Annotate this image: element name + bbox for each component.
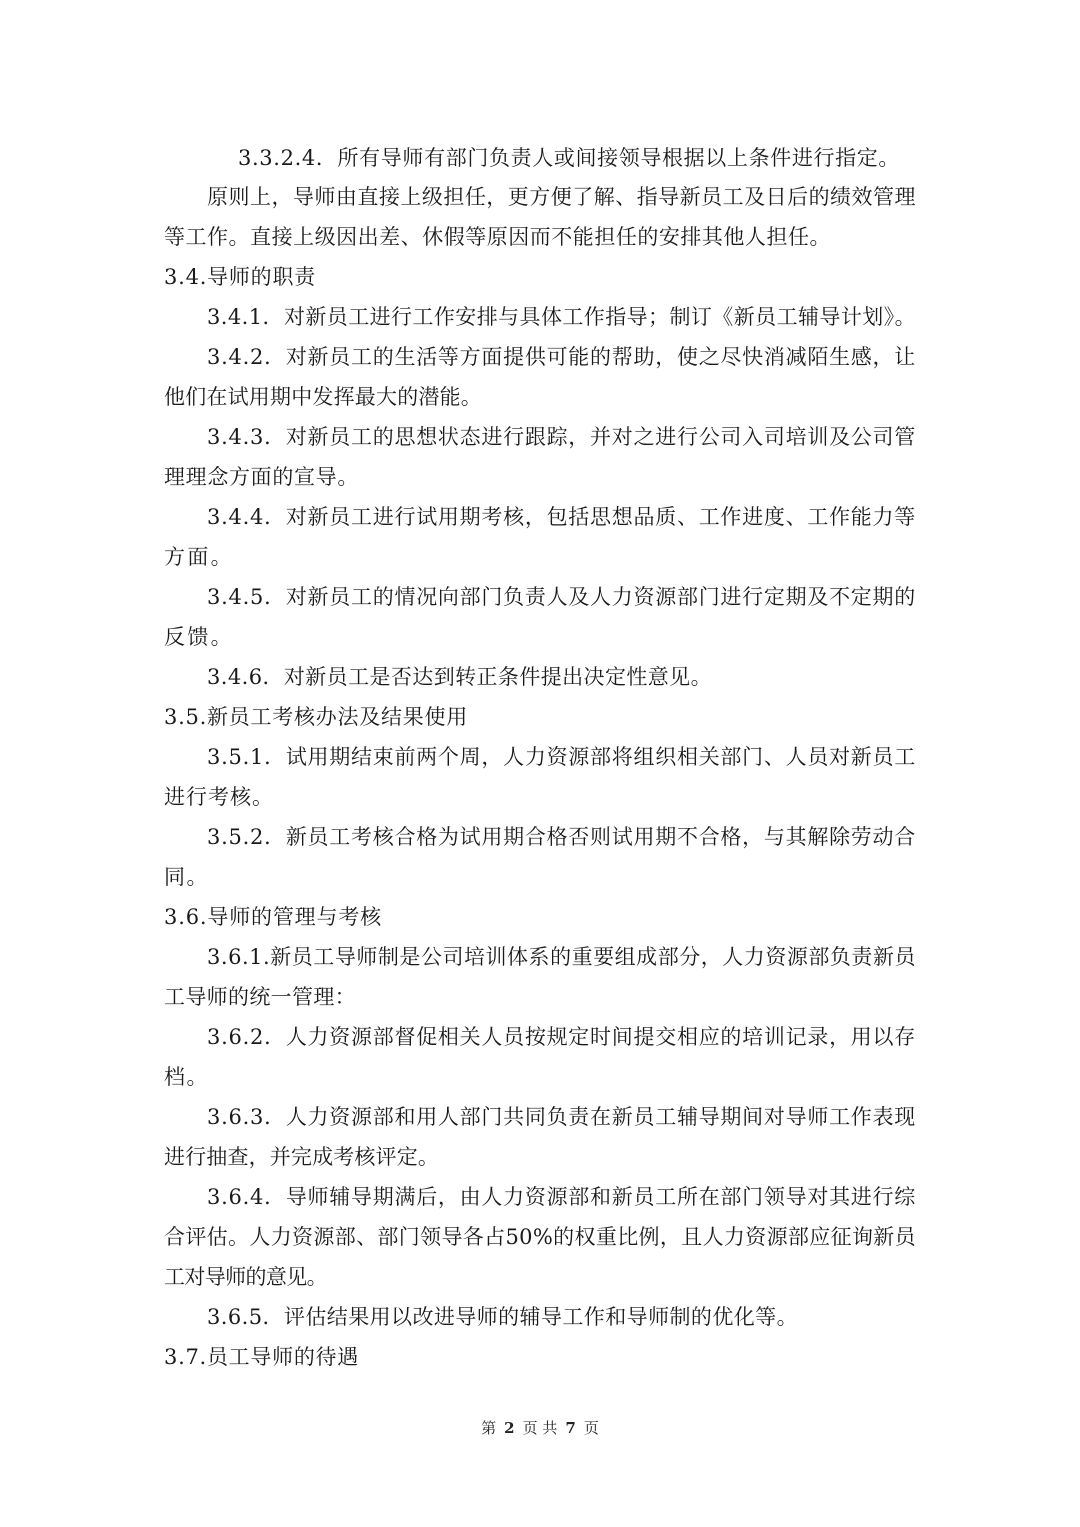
paragraph-line: 档。: [164, 1065, 209, 1089]
total-pages: 7: [565, 1419, 576, 1437]
paragraph-line: 工导师的统一管理：: [164, 985, 356, 1009]
page-footer: [0, 1417, 1080, 1438]
paragraph-line: 3.6.4．导师辅导期满后，由人力资源部和新员工所在部门领导对其进行综: [207, 1185, 916, 1209]
paragraph-line: 合评估。人力资源部、部门领导各占50%的权重比例，且人力资源部应征询新员: [164, 1225, 916, 1249]
section-heading: 3.7.员工导师的待遇: [164, 1345, 359, 1369]
paragraph-line: 同。: [164, 865, 209, 889]
section-heading: 3.6.导师的管理与考核: [164, 905, 382, 929]
paragraph-line: 进行抽查，并完成考核评定。: [164, 1145, 439, 1169]
paragraph-line: 工对导师的意见。: [164, 1265, 327, 1289]
paragraph-line: 3.4.5．对新员工的情况向部门负责人及人力资源部门进行定期及不定期的: [207, 585, 916, 609]
paragraph-line: 3.4.6．对新员工是否达到转正条件提出决定性意见。: [207, 665, 712, 689]
page-number: 2: [504, 1419, 515, 1437]
paragraph-line: 3.4.2．对新员工的生活等方面提供可能的帮助，使之尽快消减陌生感，让: [207, 345, 916, 369]
paragraph-line: 理理念方面的宣导。: [164, 465, 359, 489]
paragraph-line: 等工作。直接上级因出差、休假等原因而不能担任的安排其他人担任。: [164, 225, 831, 249]
footer-middle: 页 共: [522, 1419, 558, 1437]
paragraph-line: 3.6.1.新员工导师制是公司培训体系的重要组成部分，人力资源部负责新员: [207, 945, 916, 969]
paragraph-line: 3.6.2．人力资源部督促相关人员按规定时间提交相应的培训记录，用以存: [207, 1025, 916, 1049]
paragraph-line: 3.3.2.4．所有导师有部门负责人或间接领导根据以上条件进行指定。: [238, 146, 900, 170]
paragraph-line: 3.5.2．新员工考核合格为试用期合格否则试用期不合格，与其解除劳动合: [207, 825, 916, 849]
paragraph-line: 原则上，导师由直接上级担任，更方便了解、指导新员工及日后的绩效管理: [207, 185, 916, 209]
paragraph-line: 反馈。: [164, 625, 234, 649]
section-heading: 3.5.新员工考核办法及结果使用: [164, 705, 468, 729]
paragraph-line: 3.6.5．评估结果用以改进导师的辅导工作和导师制的优化等。: [207, 1305, 798, 1329]
paragraph-line: 方面。: [164, 545, 234, 569]
footer-prefix: 第: [481, 1419, 497, 1437]
paragraph-line: 3.4.1．对新员工进行工作安排与具体工作指导；制订《新员工辅导计划》。: [207, 305, 916, 329]
paragraph-line: 3.5.1．试用期结束前两个周，人力资源部将组织相关部门、人员对新员工: [207, 745, 916, 769]
section-heading: 3.4.导师的职责: [164, 265, 316, 289]
paragraph-line: 他们在试用期中发挥最大的潜能。: [164, 385, 482, 409]
paragraph-line: 3.4.3．对新员工的思想状态进行跟踪，并对之进行公司入司培训及公司管: [207, 425, 916, 449]
paragraph-line: 进行考核。: [164, 785, 274, 809]
paragraph-line: 3.6.3．人力资源部和用人部门共同负责在新员工辅导期间对导师工作表现: [207, 1105, 916, 1129]
footer-suffix: 页: [583, 1419, 599, 1437]
paragraph-line: 3.4.4．对新员工进行试用期考核，包括思想品质、工作进度、工作能力等: [207, 505, 916, 529]
